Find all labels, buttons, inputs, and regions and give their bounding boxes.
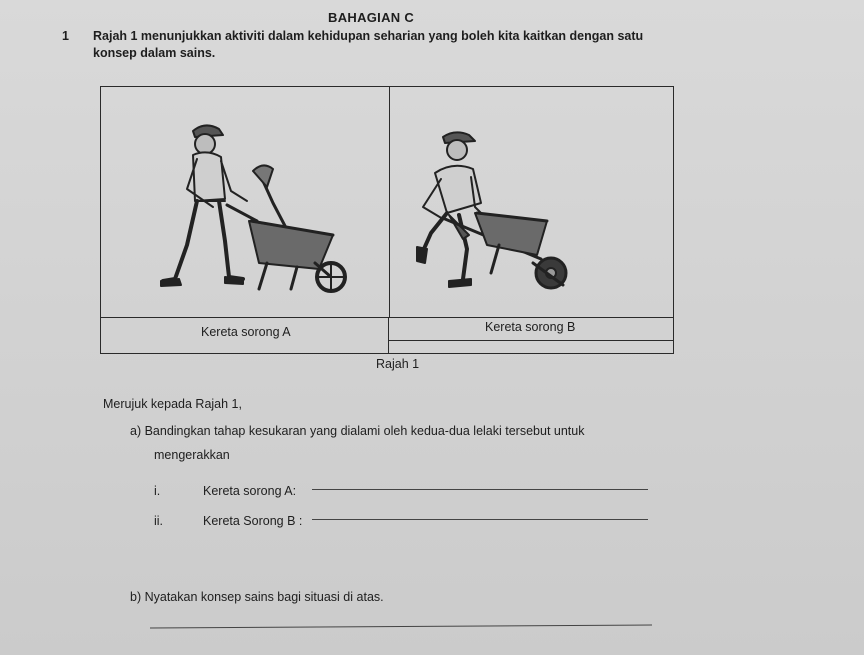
caption-divider: [389, 340, 673, 341]
reference-prompt: Merujuk kepada Rajah 1,: [103, 397, 242, 411]
caption-a: Kereta sorong A: [201, 325, 291, 339]
caption-row: [101, 317, 673, 354]
item-ii-text: Kereta Sorong B :: [203, 514, 303, 528]
item-i-label: i.: [154, 484, 161, 498]
answer-line-i[interactable]: [312, 489, 648, 490]
item-ii-label: ii.: [154, 514, 164, 528]
man-with-wheelbarrow-b-illustration: [389, 87, 673, 317]
answer-line-b[interactable]: [150, 624, 652, 628]
question-number: 1: [62, 29, 69, 43]
question-text-line1: Rajah 1 menunjukkan aktiviti dalam kehidupan seharian yang boleh kita kaitkan dengan satu: [93, 29, 644, 43]
figure-frame: [100, 86, 674, 354]
caption-cell-a: [101, 318, 389, 354]
caption-b: Kereta sorong B: [485, 320, 576, 334]
question-text-line2: konsep dalam sains.: [93, 46, 216, 60]
answer-line-ii[interactable]: [312, 519, 648, 520]
illustration-panel-a: [101, 87, 390, 317]
illustration-panel-b: [389, 87, 673, 317]
figure-title: Rajah 1: [376, 357, 420, 371]
part-a-question-line1: a) Bandingkan tahap kesukaran yang dialami oleh kedua-dua lelaki tersebut untuk: [130, 424, 585, 438]
caption-cell-b: [389, 318, 673, 354]
part-a-question-line2: mengerakkan: [154, 448, 230, 462]
item-i-text: Kereta sorong A:: [203, 484, 297, 498]
section-heading: BAHAGIAN C: [328, 10, 415, 25]
part-b-question: b) Nyatakan konsep sains bagi situasi di atas.: [130, 590, 384, 604]
man-with-wheelbarrow-a-illustration: [101, 87, 389, 317]
